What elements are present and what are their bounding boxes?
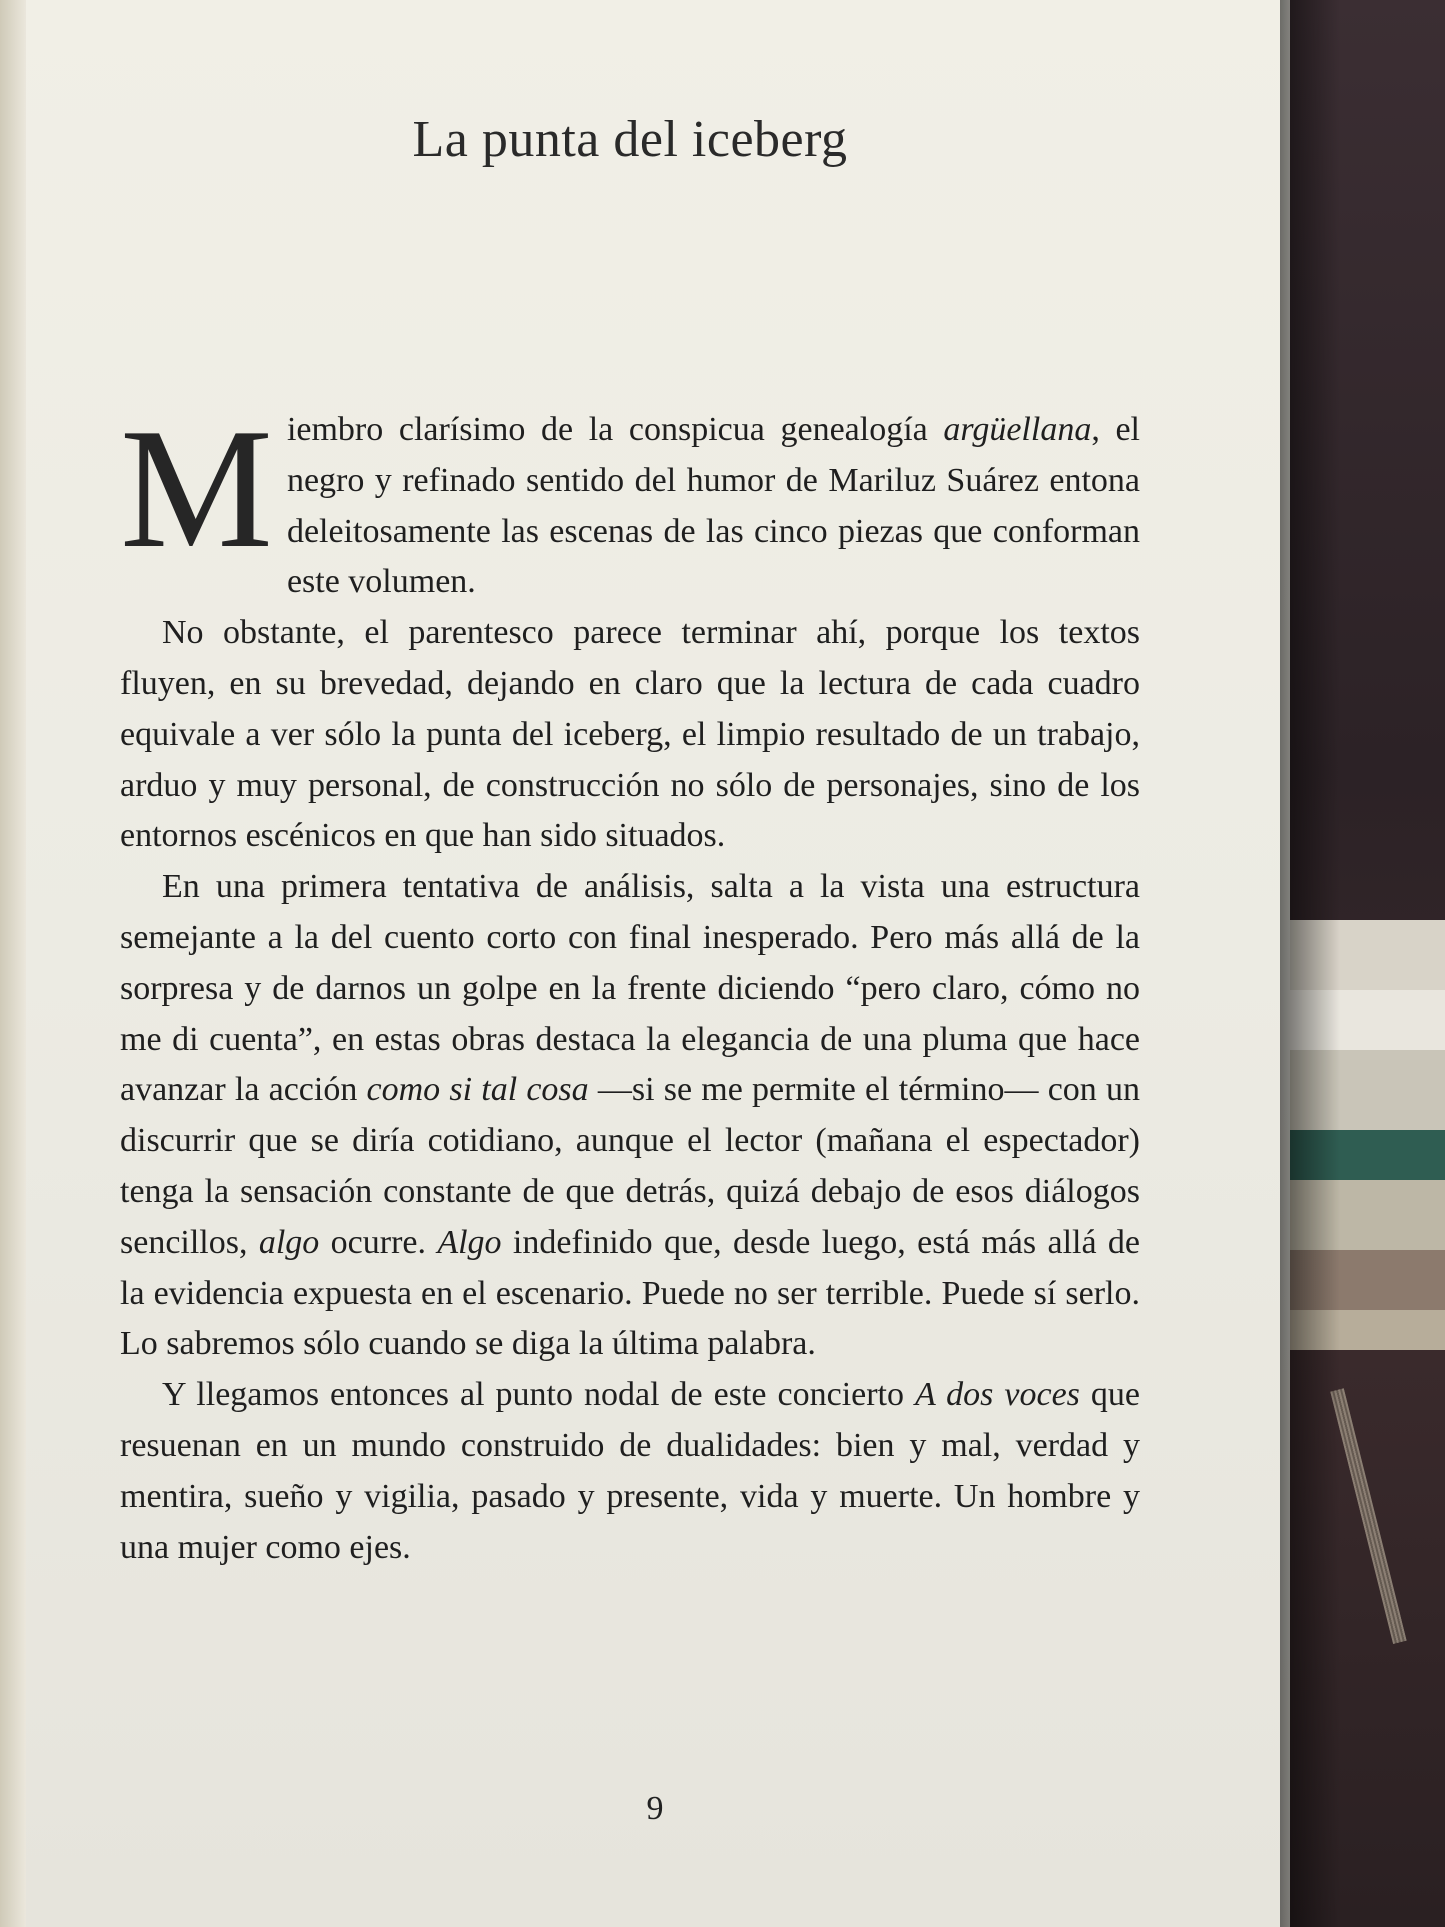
paragraph bbox=[120, 1370, 1140, 1573]
body-text bbox=[120, 394, 1141, 1573]
text-segment: que resuenan en un mundo construido de dualidades: bien y mal, verdad y mentira, sueño y vigilia, pasado y presente, vida y muerte. Un hombre y una mujer como ejes. bbox=[120, 1376, 1141, 1566]
text-segment-italic: algo bbox=[258, 1223, 320, 1261]
text-segment: , el negro y refinado sentido del humor de Mariluz Suárez entona deleitosamente las escenas de las cinco piezas que conforman este volumen. bbox=[286, 411, 1140, 601]
text-segment-italic: argüellana bbox=[943, 411, 1092, 448]
drop-cap: M bbox=[120, 394, 273, 584]
text-segment: No obstante, el parentesco parece terminar ahí, porque los textos fluyen, en su brevedad, dejando en claro que la lectura de cada cuadro equivale a ver sólo la punta del iceberg, el limpio resultado de un trabajo, arduo y muy personal, de construcción no sólo de personajes, sino de los entornos escénicos en que han sido situados. bbox=[120, 614, 1140, 855]
bookmark-tassel bbox=[1330, 1388, 1406, 1644]
text-segment: iembro clarísimo de la conspicua genealogía bbox=[286, 411, 944, 448]
text-segment: ocurre. bbox=[319, 1223, 438, 1261]
page-shadow bbox=[1280, 0, 1340, 1927]
chapter-title: La punta del iceberg bbox=[412, 111, 848, 168]
text-segment-italic: Algo bbox=[437, 1223, 502, 1261]
text-segment-italic: A dos voces bbox=[915, 1376, 1080, 1414]
page-edge bbox=[0, 0, 26, 1927]
text-segment-italic: como si tal cosa bbox=[366, 1071, 589, 1109]
book-page bbox=[20, 0, 1290, 1927]
paragraph bbox=[120, 608, 1140, 862]
page-number: 9 bbox=[646, 1790, 664, 1827]
paragraph bbox=[120, 394, 1140, 608]
text-segment: indefinido que, desde luego, está más allá de la evidencia expuesta en el escenario. Puede no ser terrible. Puede sí serlo. Lo sabremos sólo cuando se diga la última palabra. bbox=[120, 1223, 1141, 1363]
paragraph bbox=[120, 862, 1140, 1370]
text-segment: —si se me permite el término— con un discurrir que se diría cotidiano, aunque el lector (mañana el espectador) tenga la sensación constante de que detrás, quizá debajo de esos diálogos sencillos, bbox=[120, 1071, 1140, 1261]
text-segment: Y llegamos entonces al punto nodal de este concierto bbox=[162, 1376, 915, 1414]
text-segment: En una primera tentativa de análisis, salta a la vista una estructura semejante a la del cuento corto con final inesperado. Pero más allá de la sorpresa y de darnos un golpe en la frente diciendo “pero claro, cómo no me di cuenta”, en estas obras destaca la elegancia de una pluma que hace avanzar la acción bbox=[120, 868, 1140, 1109]
